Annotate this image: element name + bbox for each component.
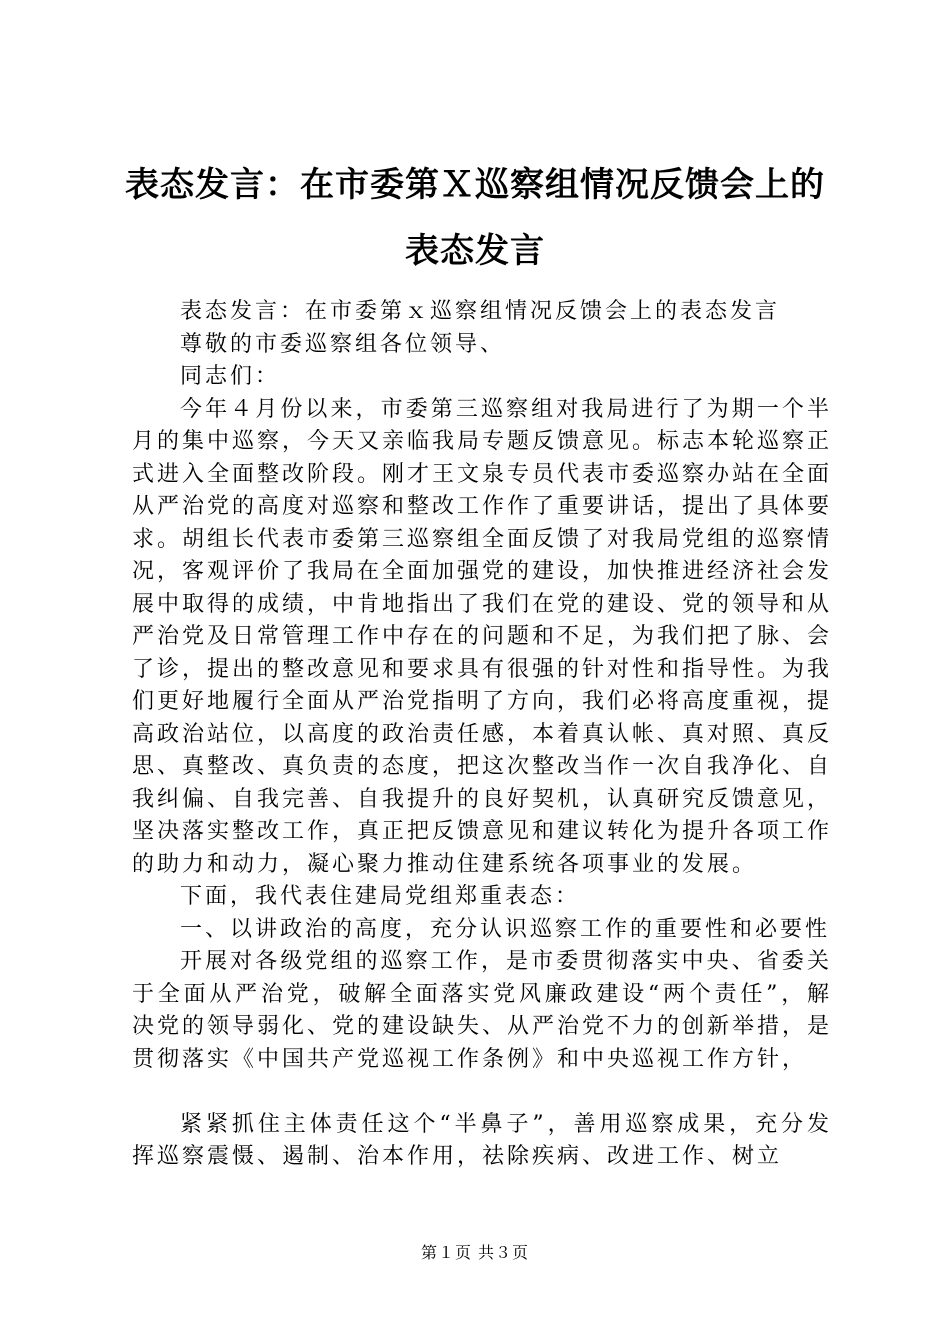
paragraph-main: 今年４月份以来，市委第三巡察组对我局进行了为期一个半月的集中巡察，今天又亲临我局专题反馈意见。标志本轮巡察正式进入全面整改阶段。刚才王文泉专员代表市委巡察办站在全面从严治党的高度对巡察和整改工作作了重要讲话，提出了具体要求。胡组长代表市委第三巡察组全面反馈了对我局党组的巡察情况，客观评价了我局在全面加强党的建设，加快推进经济社会发展中取得的成绩，中肯地指出了我们在党的建设、党的领导和从严治党及日常管理工作中存在的问题和不足，为我们把了脉、会了诊，提出的整改意见和要求具有很强的针对性和指导性。为我们更好地履行全面从严治党指明了方向，我们必将高度重视，提高政治站位，以高度的政治责任感，本着真认帐、真对照、真反思、真整改、真负责的态度，把这次整改当作一次自我净化、自我纠偏、自我完善、自我提升的良好契机，认真研究反馈意见，坚决落实整改工作，真正把反馈意见和建议转化为提升各项工作的助力和动力，凝心聚力推动住建系统各项事业的发展。 bbox=[132, 396, 833, 877]
paragraph-gap bbox=[132, 1076, 832, 1109]
paragraph-main-responsibility: 紧紧抓住主体责任这个“半鼻子”，善用巡察成果，充分发挥巡察震慑、遏制、治本作用，祛除疾病、改进工作、树立 bbox=[132, 1111, 832, 1169]
paragraph-salutation: 尊敬的市委巡察组各位领导、 bbox=[180, 331, 506, 357]
page-footer: 第１页 共３页 bbox=[420, 1243, 530, 1262]
paragraph-comrades: 同志们： bbox=[180, 364, 281, 389]
paragraph-heading-line: 表态发言：在市委第ｘ巡察组情况反馈会上的表态发言 bbox=[180, 299, 781, 324]
paragraph-inspection-work: 开展对各级党组的巡察工作，是市委贯彻落实中央、省委关于全面从严治党，破解全面落实党风廉政建设“两个责任”，解决党的领导弱化、党的建设缺失、从严治党不力的创新举措，是贯彻落实《中国共产党巡视工作条例》和中央巡视工作方针， bbox=[132, 949, 833, 1072]
paragraph-section-heading: 一、以讲政治的高度，充分认识巡察工作的重要性和必要性 bbox=[180, 916, 831, 942]
document-body bbox=[132, 296, 832, 1174]
paragraph-statement-intro: 下面，我代表住建局党组郑重表态： bbox=[180, 884, 581, 909]
document-title: 表态发言：在市委第Ｘ巡察组情况反馈会上的表态发言 bbox=[125, 165, 825, 271]
